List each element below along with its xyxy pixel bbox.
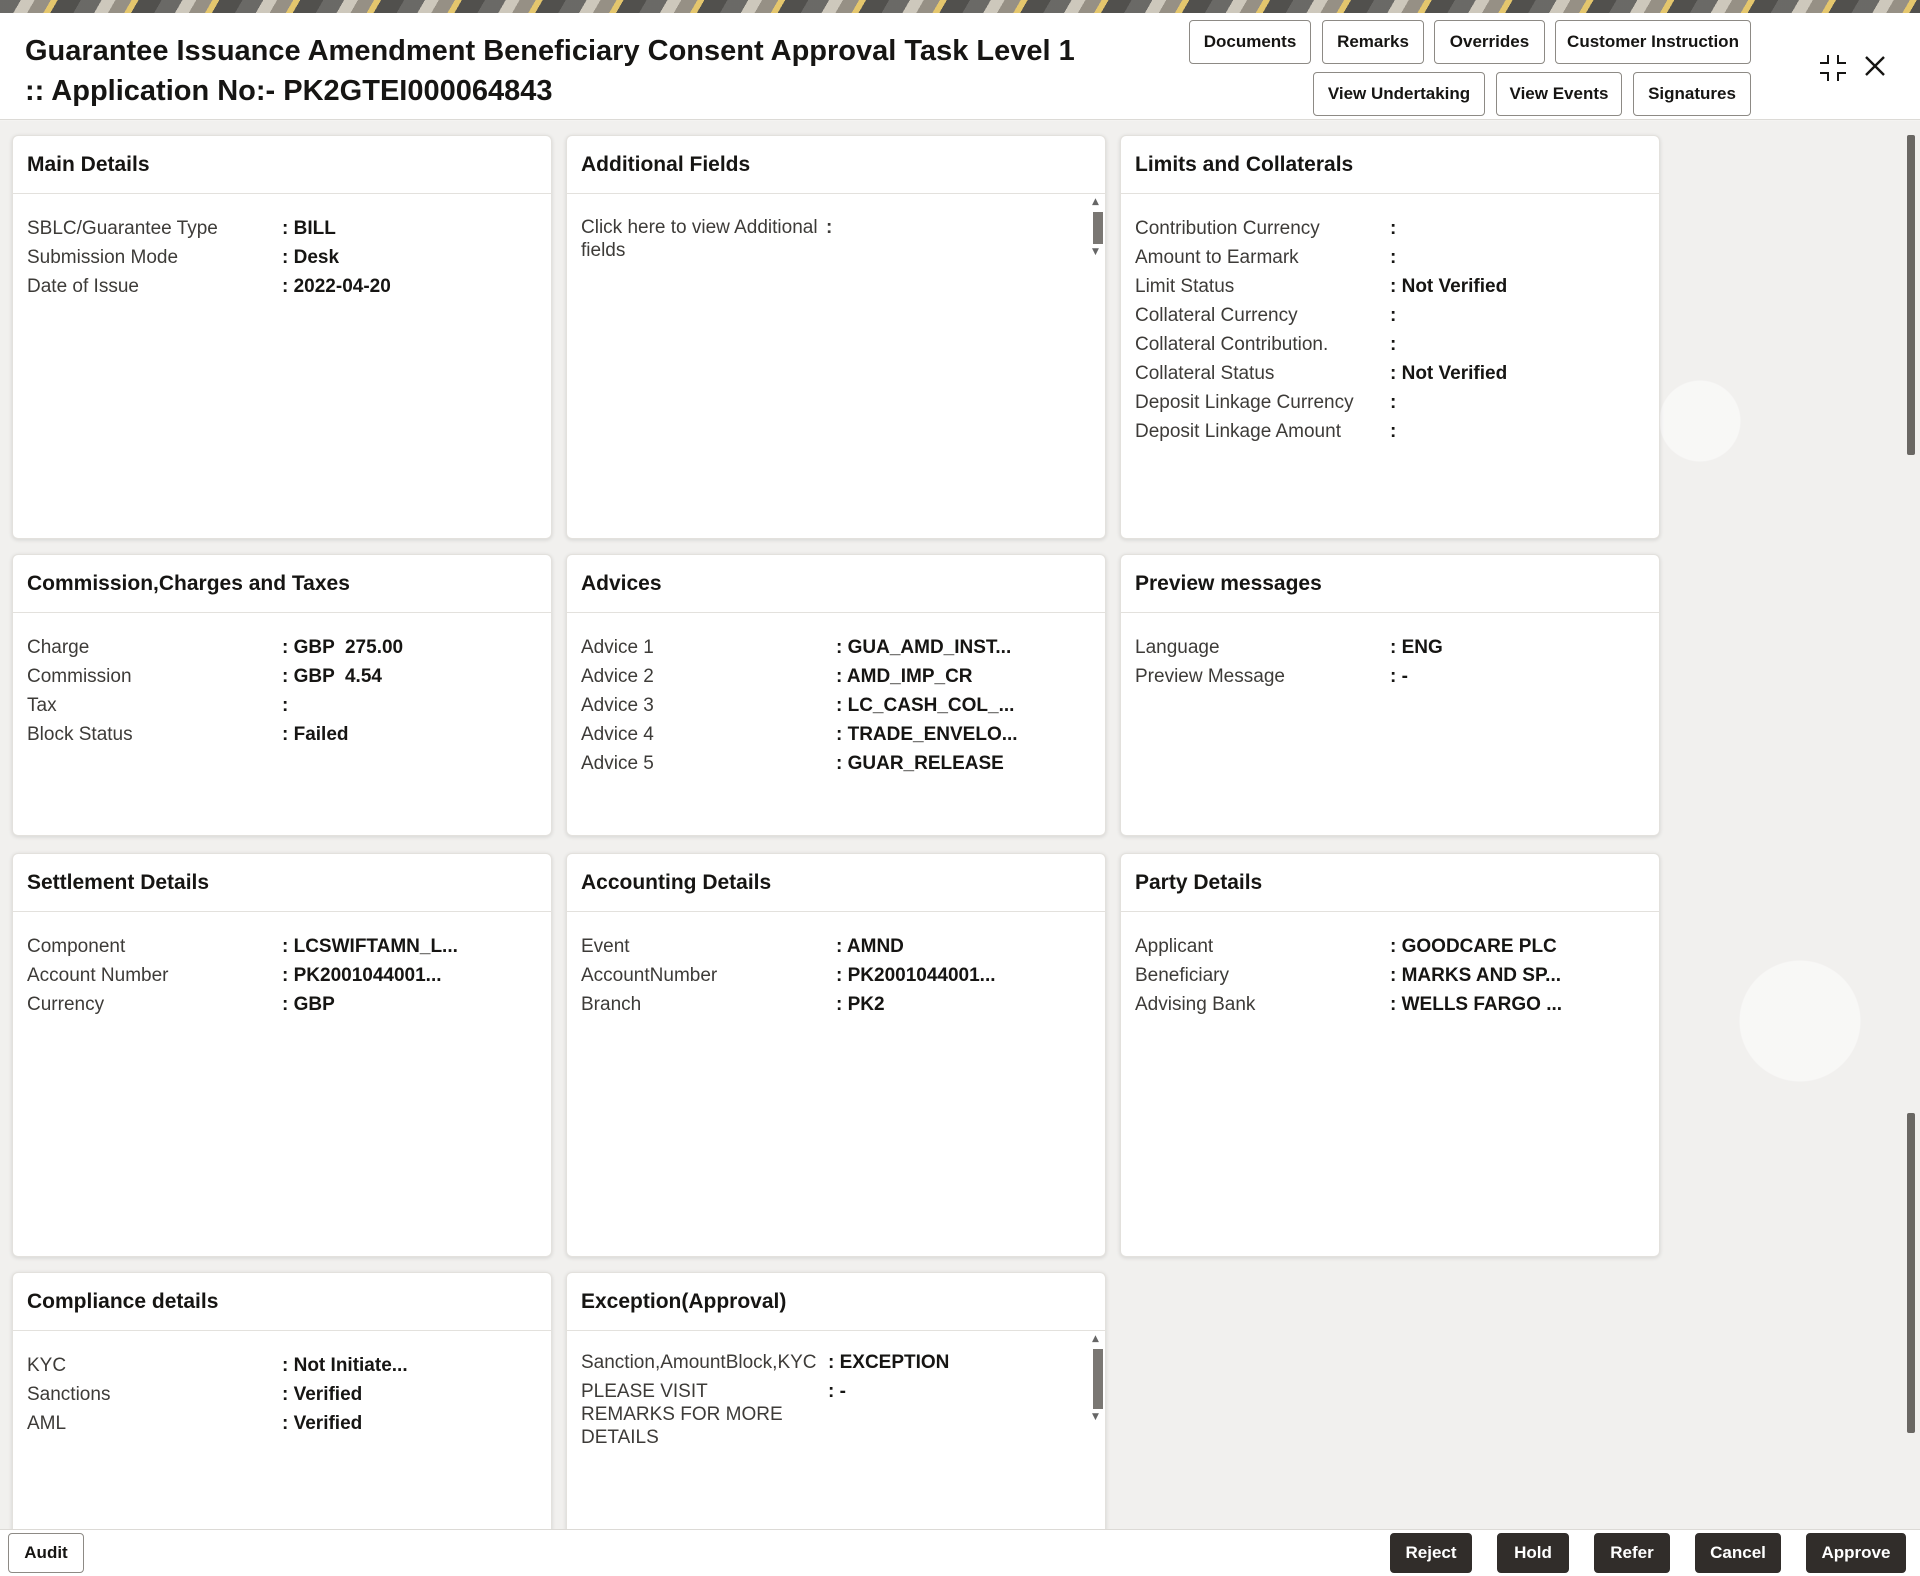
detail-label: Branch bbox=[581, 993, 642, 1015]
card-title: Advices bbox=[567, 555, 1105, 613]
approve-button[interactable]: Approve bbox=[1806, 1533, 1906, 1573]
detail-row bbox=[581, 961, 1105, 990]
detail-label: Date of Issue bbox=[27, 275, 139, 297]
additional-fields-body bbox=[567, 194, 1105, 262]
additional-fields-colon: : bbox=[826, 217, 833, 238]
card-title: Settlement Details bbox=[13, 854, 551, 912]
party-details-card bbox=[1120, 853, 1660, 1257]
refer-button[interactable]: Refer bbox=[1594, 1533, 1670, 1573]
detail-value: : GBP bbox=[282, 993, 335, 1015]
detail-value: : GOODCARE PLC bbox=[1390, 935, 1557, 957]
detail-label: Component bbox=[27, 935, 126, 957]
accounting-rows bbox=[567, 912, 1105, 1019]
detail-row bbox=[581, 1380, 1105, 1449]
detail-label: Deposit Linkage Amount bbox=[1135, 420, 1341, 442]
scroll-up-icon[interactable]: ▲ bbox=[1092, 197, 1099, 207]
settlement-details-card bbox=[12, 853, 552, 1257]
remarks-button[interactable]: Remarks bbox=[1322, 20, 1424, 64]
detail-label: Sanctions bbox=[27, 1383, 111, 1405]
detail-label: Collateral Status bbox=[1135, 362, 1275, 384]
advices-card bbox=[566, 554, 1106, 836]
detail-value: : Not Initiate... bbox=[282, 1354, 408, 1376]
detail-value: : PK2001044001... bbox=[282, 964, 442, 986]
detail-label: Charge bbox=[27, 636, 90, 658]
detail-row bbox=[581, 1351, 1105, 1374]
detail-row bbox=[1135, 272, 1659, 301]
collapse-icon[interactable] bbox=[1818, 53, 1848, 88]
detail-row bbox=[581, 720, 1105, 749]
detail-label: Collateral Contribution. bbox=[1135, 333, 1329, 355]
documents-button[interactable]: Documents bbox=[1189, 20, 1311, 64]
detail-row bbox=[27, 1409, 551, 1438]
detail-label: Currency bbox=[27, 993, 105, 1015]
detail-value: : GBP 275.00 bbox=[282, 636, 404, 658]
scroll-down-icon[interactable]: ▼ bbox=[1092, 1412, 1099, 1422]
commission-charges-card bbox=[12, 554, 552, 836]
detail-value: : LC_CASH_COL_... bbox=[836, 694, 1015, 716]
detail-label: Submission Mode bbox=[27, 246, 179, 268]
detail-row bbox=[581, 662, 1105, 691]
detail-label: Advice 2 bbox=[581, 665, 654, 687]
card-title: Party Details bbox=[1121, 854, 1659, 912]
detail-label: Commission bbox=[27, 665, 132, 687]
detail-row bbox=[581, 749, 1105, 778]
signatures-button[interactable]: Signatures bbox=[1633, 72, 1751, 116]
detail-value: : bbox=[1390, 246, 1397, 268]
advices-rows bbox=[567, 613, 1105, 778]
detail-value: : Not Verified bbox=[1390, 275, 1508, 297]
detail-row bbox=[27, 1380, 551, 1409]
detail-value: : bbox=[1390, 333, 1397, 355]
detail-row bbox=[581, 932, 1105, 961]
detail-label: Account Number bbox=[27, 964, 169, 986]
close-icon-svg bbox=[1862, 53, 1888, 79]
detail-label: AML bbox=[27, 1412, 67, 1434]
detail-row bbox=[27, 272, 551, 301]
detail-value: : Verified bbox=[282, 1383, 363, 1405]
limits-collaterals-card bbox=[1120, 135, 1660, 539]
accounting-details-card bbox=[566, 853, 1106, 1257]
compliance-rows bbox=[13, 1331, 551, 1438]
card-title: Exception(Approval) bbox=[567, 1273, 1105, 1331]
card-grid bbox=[0, 121, 1905, 1529]
detail-row bbox=[27, 214, 551, 243]
exception-approval-card bbox=[566, 1272, 1106, 1529]
commission-rows bbox=[13, 613, 551, 749]
detail-value: : GUAR_RELEASE bbox=[836, 752, 1004, 774]
view-undertaking-button[interactable]: View Undertaking bbox=[1313, 72, 1485, 116]
detail-label: Advising Bank bbox=[1135, 993, 1256, 1015]
detail-value: : GUA_AMD_INST... bbox=[836, 636, 1012, 658]
detail-value: : - bbox=[828, 1381, 846, 1402]
main-details-card bbox=[12, 135, 552, 539]
detail-value: : BILL bbox=[282, 217, 336, 239]
preview-messages-card bbox=[1120, 554, 1660, 836]
scroll-up-icon[interactable]: ▲ bbox=[1092, 1334, 1099, 1344]
detail-label: Sanction,AmountBlock,KYC bbox=[581, 1352, 817, 1373]
detail-row bbox=[1135, 330, 1659, 359]
detail-row bbox=[27, 961, 551, 990]
page-title-line1: Guarantee Issuance Amendment Beneficiary Consent Approval Task Level 1 bbox=[25, 35, 1075, 67]
detail-label: KYC bbox=[27, 1354, 67, 1376]
reject-button[interactable]: Reject bbox=[1390, 1533, 1472, 1573]
detail-label: Preview Message bbox=[1135, 665, 1285, 687]
detail-row bbox=[27, 990, 551, 1019]
detail-label: Deposit Linkage Currency bbox=[1135, 391, 1354, 413]
detail-row bbox=[1135, 990, 1659, 1019]
detail-value: : Failed bbox=[282, 723, 349, 745]
detail-value: : LCSWIFTAMN_L... bbox=[282, 935, 458, 957]
overrides-button[interactable]: Overrides bbox=[1434, 20, 1545, 64]
detail-value: : MARKS AND SP... bbox=[1390, 964, 1562, 986]
detail-label: SBLC/Guarantee Type bbox=[27, 217, 218, 239]
detail-value: : 2022-04-20 bbox=[282, 275, 391, 297]
detail-row bbox=[1135, 301, 1659, 330]
collapse-icon-svg bbox=[1818, 53, 1848, 83]
detail-label: Advice 1 bbox=[581, 636, 654, 658]
detail-row bbox=[27, 720, 551, 749]
page-scroll-thumb-lower[interactable] bbox=[1907, 1113, 1915, 1433]
page-title-line2: :: Application No:- PK2GTEI000064843 bbox=[25, 75, 553, 107]
limits-rows bbox=[1121, 194, 1659, 446]
party-rows bbox=[1121, 912, 1659, 1019]
detail-row bbox=[1135, 417, 1659, 446]
card-title: Accounting Details bbox=[567, 854, 1105, 912]
detail-value: : EXCEPTION bbox=[828, 1352, 950, 1373]
additional-fields-card bbox=[566, 135, 1106, 539]
view-events-button[interactable]: View Events bbox=[1496, 72, 1622, 116]
scroll-down-icon[interactable]: ▼ bbox=[1092, 247, 1099, 257]
detail-row bbox=[27, 662, 551, 691]
card-title: Additional Fields bbox=[567, 136, 1105, 194]
detail-label: Event bbox=[581, 935, 630, 957]
detail-label: Tax bbox=[27, 694, 57, 716]
detail-row bbox=[27, 1351, 551, 1380]
scroll-thumb[interactable] bbox=[1093, 212, 1103, 244]
top-decorative-strip bbox=[0, 0, 1920, 13]
cancel-button[interactable]: Cancel bbox=[1695, 1533, 1781, 1573]
detail-value: : - bbox=[1390, 665, 1408, 687]
detail-label: Advice 4 bbox=[581, 723, 654, 745]
scroll-thumb[interactable] bbox=[1093, 1349, 1103, 1409]
detail-value: : WELLS FARGO ... bbox=[1390, 993, 1563, 1015]
detail-row bbox=[1135, 388, 1659, 417]
detail-label: AccountNumber bbox=[581, 964, 718, 986]
detail-label: Beneficiary bbox=[1135, 964, 1229, 986]
detail-value: : Verified bbox=[282, 1412, 363, 1434]
detail-row bbox=[1135, 662, 1659, 691]
card-title: Commission,Charges and Taxes bbox=[13, 555, 551, 613]
detail-value: : bbox=[1390, 304, 1397, 326]
detail-value: : AMND bbox=[836, 935, 904, 957]
close-icon[interactable] bbox=[1862, 53, 1888, 84]
detail-value: : ENG bbox=[1390, 636, 1443, 658]
detail-row bbox=[1135, 243, 1659, 272]
detail-value: : bbox=[1390, 420, 1397, 442]
page-scrollbar[interactable] bbox=[1903, 121, 1920, 1529]
card-title: Main Details bbox=[13, 136, 551, 194]
additional-fields-scrollbar[interactable] bbox=[1091, 198, 1105, 258]
additional-fields-link[interactable]: Click here to view Additional fields bbox=[581, 217, 818, 261]
detail-row bbox=[1135, 214, 1659, 243]
hold-button[interactable]: Hold bbox=[1497, 1533, 1569, 1573]
detail-row bbox=[581, 691, 1105, 720]
detail-value: : bbox=[282, 694, 289, 716]
detail-row bbox=[1135, 961, 1659, 990]
page-header bbox=[0, 13, 1920, 120]
detail-value: : TRADE_ENVELO... bbox=[836, 723, 1018, 745]
detail-value: : GBP 4.54 bbox=[282, 665, 382, 687]
detail-value: : Not Verified bbox=[1390, 362, 1508, 384]
detail-label: Collateral Currency bbox=[1135, 304, 1298, 326]
page-footer bbox=[0, 1529, 1920, 1576]
detail-label: Advice 5 bbox=[581, 752, 654, 774]
detail-row bbox=[1135, 932, 1659, 961]
detail-label: Language bbox=[1135, 636, 1220, 658]
detail-label: Amount to Earmark bbox=[1135, 246, 1299, 268]
page-scroll-thumb-upper[interactable] bbox=[1907, 135, 1915, 455]
preview-rows bbox=[1121, 613, 1659, 691]
detail-label: Applicant bbox=[1135, 935, 1214, 957]
detail-value: : bbox=[1390, 217, 1397, 239]
exception-scrollbar[interactable] bbox=[1091, 1335, 1105, 1425]
detail-row bbox=[27, 633, 551, 662]
compliance-details-card bbox=[12, 1272, 552, 1529]
card-title: Limits and Collaterals bbox=[1121, 136, 1659, 194]
detail-label: PLEASE VISIT REMARKS FOR MORE DETAILS bbox=[581, 1381, 783, 1448]
detail-label: Contribution Currency bbox=[1135, 217, 1320, 239]
settlement-rows bbox=[13, 912, 551, 1019]
detail-label: Block Status bbox=[27, 723, 133, 745]
detail-label: Advice 3 bbox=[581, 694, 654, 716]
customer-instruction-button[interactable]: Customer Instruction bbox=[1555, 20, 1751, 64]
detail-value: : PK2 bbox=[836, 993, 885, 1015]
detail-row bbox=[581, 990, 1105, 1019]
card-title: Preview messages bbox=[1121, 555, 1659, 613]
detail-row bbox=[581, 633, 1105, 662]
detail-value: : Desk bbox=[282, 246, 340, 268]
page-title bbox=[25, 31, 1175, 111]
detail-row bbox=[27, 932, 551, 961]
detail-value: : PK2001044001... bbox=[836, 964, 996, 986]
detail-row bbox=[1135, 359, 1659, 388]
detail-row bbox=[1135, 633, 1659, 662]
detail-row bbox=[27, 243, 551, 272]
detail-label: Limit Status bbox=[1135, 275, 1235, 297]
detail-value: : AMD_IMP_CR bbox=[836, 665, 973, 687]
exception-rows bbox=[567, 1331, 1105, 1449]
main-details-rows bbox=[13, 194, 551, 301]
card-title: Compliance details bbox=[13, 1273, 551, 1331]
detail-row bbox=[27, 691, 551, 720]
detail-value: : bbox=[1390, 391, 1397, 413]
audit-button[interactable]: Audit bbox=[8, 1533, 84, 1573]
